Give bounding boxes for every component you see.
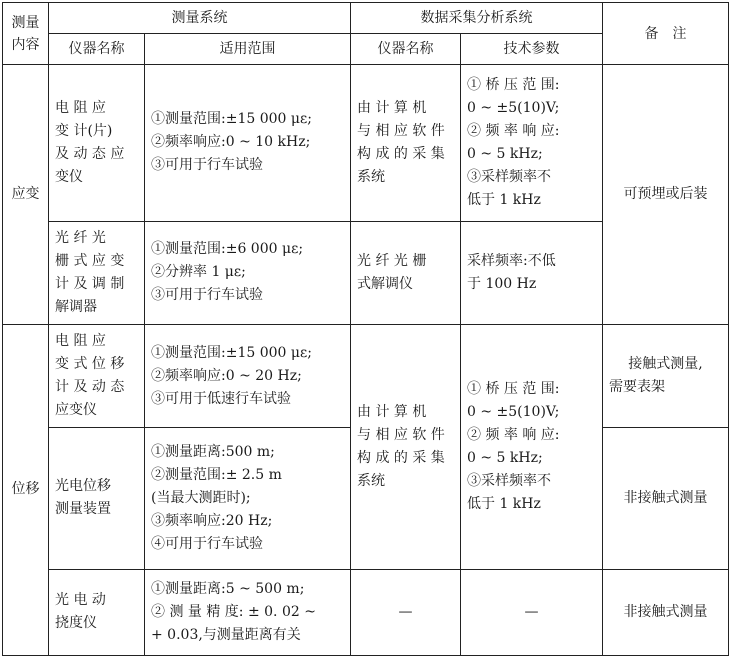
tech-params-cell: — xyxy=(461,569,603,655)
instrument-cell: 光 电 动 挠度仪 xyxy=(49,569,145,655)
header-applicable-range: 适用范围 xyxy=(145,34,351,65)
tech-params-cell: ① 桥 压 范 围: 0 ~ ±5(10)V; ② 频 率 响 应: 0 ~ 5 kHz; ③采样频率不 低于 1 kHz xyxy=(461,65,603,221)
instrument-cell: 光 纤 光 栅 式 应 变 计 及 调 制 解调器 xyxy=(49,221,145,324)
daq-instrument-cell: 光 纤 光 栅 式解调仪 xyxy=(351,221,461,324)
remark-cell: 非接触式测量 xyxy=(603,428,729,569)
range-cell: ①测量范围:±15 000 με; ②频率响应:0 ~ 10 kHz; ③可用于行车试验 xyxy=(145,65,351,221)
range-cell: ①测量距离:500 m; ②测量范围:± 2.5 m (当最大测距时); ③频率响应:20 Hz; ④可用于行车试验 xyxy=(145,428,351,569)
table-row xyxy=(3,65,729,221)
daq-instrument-cell: 由 计 算 机 与 相 应 软 件 构 成 的 采 集 系统 xyxy=(351,65,461,221)
remark-cell: 可预埋或后装 xyxy=(603,65,729,325)
category-displacement: 位移 xyxy=(3,324,49,655)
header-daq-instrument-name: 仪器名称 xyxy=(351,34,461,65)
range-cell: ①测量距离:5 ~ 500 m; ② 测 量 精 度: ± 0. 02 ~ + 0.03,与测量距离有关 xyxy=(145,569,351,655)
instrument-cell: 光电位移 测量装置 xyxy=(49,428,145,569)
instrument-cell: 电 阻 应 变 计(片) 及 动 态 应 变仪 xyxy=(49,65,145,221)
daq-instrument-cell: — xyxy=(351,569,461,655)
header-measure-system: 测量系统 xyxy=(49,3,351,34)
remark-cell: 非接触式测量 xyxy=(603,569,729,655)
header-instrument-name: 仪器名称 xyxy=(49,34,145,65)
header-tech-params: 技术参数 xyxy=(461,34,603,65)
measurement-spec-table xyxy=(2,2,729,656)
range-cell: ①测量范围:±15 000 με; ②频率响应:0 ~ 20 Hz; ③可用于低速行车试验 xyxy=(145,324,351,427)
tech-params-cell: ① 桥 压 范 围: 0 ~ ±5(10)V; ② 频 率 响 应: 0 ~ 5 kHz; ③采样频率不 低于 1 kHz xyxy=(461,324,603,569)
header-remarks: 备 注 xyxy=(603,3,729,65)
range-cell: ①测量范围:±6 000 με; ②分辨率 1 με; ③可用于行车试验 xyxy=(145,221,351,324)
tech-params-cell: 采样频率:不低 于 100 Hz xyxy=(461,221,603,324)
header-daq-system: 数据采集分析系统 xyxy=(351,3,603,34)
table-row xyxy=(3,324,729,427)
header-measure-content: 测量 内容 xyxy=(3,3,49,65)
remark-cell: 接触式测量, 需要表架 xyxy=(603,324,729,427)
instrument-cell: 电 阻 应 变 式 位 移 计 及 动 态 应变仪 xyxy=(49,324,145,427)
table-row xyxy=(3,569,729,655)
category-strain: 应变 xyxy=(3,65,49,325)
daq-instrument-cell: 由 计 算 机 与 相 应 软 件 构 成 的 采 集 系统 xyxy=(351,324,461,569)
